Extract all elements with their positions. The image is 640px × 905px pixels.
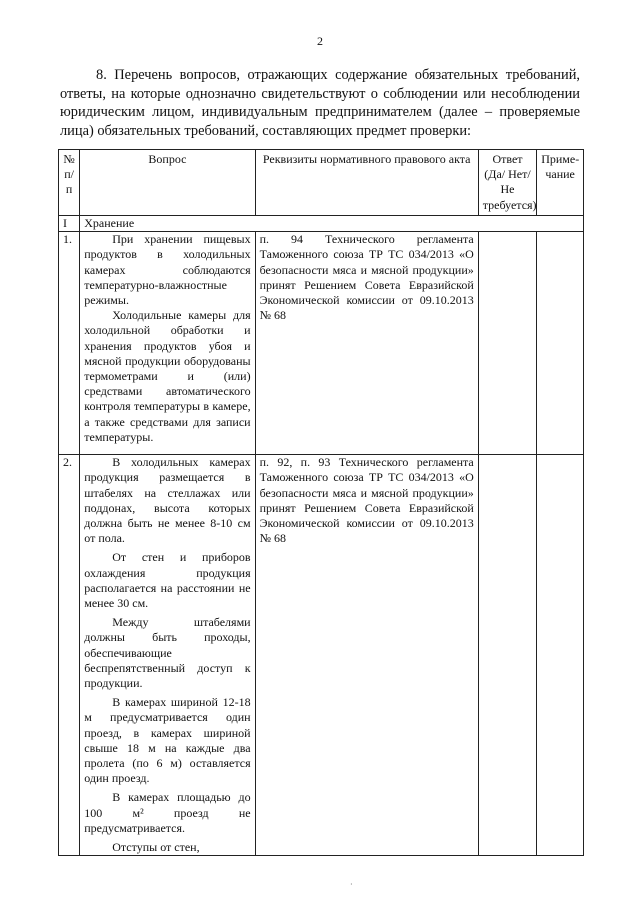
table-row — [59, 232, 584, 455]
row-question — [80, 455, 255, 856]
question-paragraph: В камерах шириной 12-18 м предусматривается один проезд, в камерах шириной свыше 18 м на каждые два пролета (по 6 м) оставляется один проезд. — [84, 695, 251, 786]
question-paragraph: При хранении пищевых продуктов в холодильных камерах соблюдаются температурно-влажностные режимы. — [84, 232, 251, 308]
row-answer-cell[interactable] — [478, 455, 536, 856]
table-header-row — [59, 150, 584, 216]
page-number: 2 — [317, 34, 323, 48]
checklist-table — [58, 149, 584, 856]
section-row — [59, 216, 584, 232]
intro-text: 8. Перечень вопросов, отражающих содержание обязательных требований, ответы, на которые однозначно свидетельствуют о соблюдении или несоблюдении юридическим лицом, индивидуальным предпринимателем (далее – проверяемые лица) обязательных требований, составляющих предмет проверки: — [60, 67, 580, 139]
row-answer-cell[interactable] — [478, 232, 536, 455]
row-requisites: п. 92, п. 93 Технического регламента Таможенного союза ТР ТС 034/2013 «О безопасности мяса и мясной продукции» принят Решением Совета Евразийской Экономической комиссии от 09.10.2013 № 68 — [255, 455, 478, 856]
header-answer: Ответ (Да/ Нет/ Не требуется) — [478, 150, 536, 216]
intro-paragraph — [60, 66, 580, 140]
header-num: № п/п — [59, 150, 80, 216]
row-note-cell[interactable] — [537, 232, 584, 455]
question-paragraph: Между штабелями должны быть проходы, обеспечивающие беспрепятственный доступ к продукции. — [84, 615, 251, 691]
question-paragraph: От стен и приборов охлаждения продукция располагается на расстоянии не менее 30 см. — [84, 550, 251, 611]
question-paragraph: Отступы от стен, — [112, 840, 200, 855]
header-note: Приме-чание — [537, 150, 584, 216]
row-num: 1. — [59, 232, 80, 455]
header-requisites: Реквизиты нормативного правового акта — [255, 150, 478, 216]
table-row — [59, 455, 584, 856]
row-note-cell[interactable] — [537, 455, 584, 856]
question-paragraph: В камерах площадью до 100 м² проезд не предусматривается. — [84, 790, 251, 835]
row-num: 2. — [59, 455, 80, 856]
question-paragraph: Холодильные камеры для холодильной обработки и хранения продуктов убоя и мясной продукции оборудованы термометрами и (или) средствами автоматического контроля температуры в камере, а также средствами для записи температуры. — [84, 308, 251, 444]
section-title: Хранение — [80, 216, 584, 232]
row-requisites: п. 94 Технического регламента Таможенного союза ТР ТС 034/2013 «О безопасности мяса и мясной продукции» принят Решением Совета Евразийской Экономической комиссии от 09.10.2013 № 68 — [255, 232, 478, 455]
scan-dot: · — [350, 880, 353, 889]
question-paragraph: В холодильных камерах продукция размещается в штабелях на стеллажах или поддонах, высота которых должна быть не менее 8-10 см от пола. — [84, 455, 251, 546]
section-num: I — [59, 216, 80, 232]
header-question: Вопрос — [80, 150, 255, 216]
row-question — [80, 232, 255, 455]
